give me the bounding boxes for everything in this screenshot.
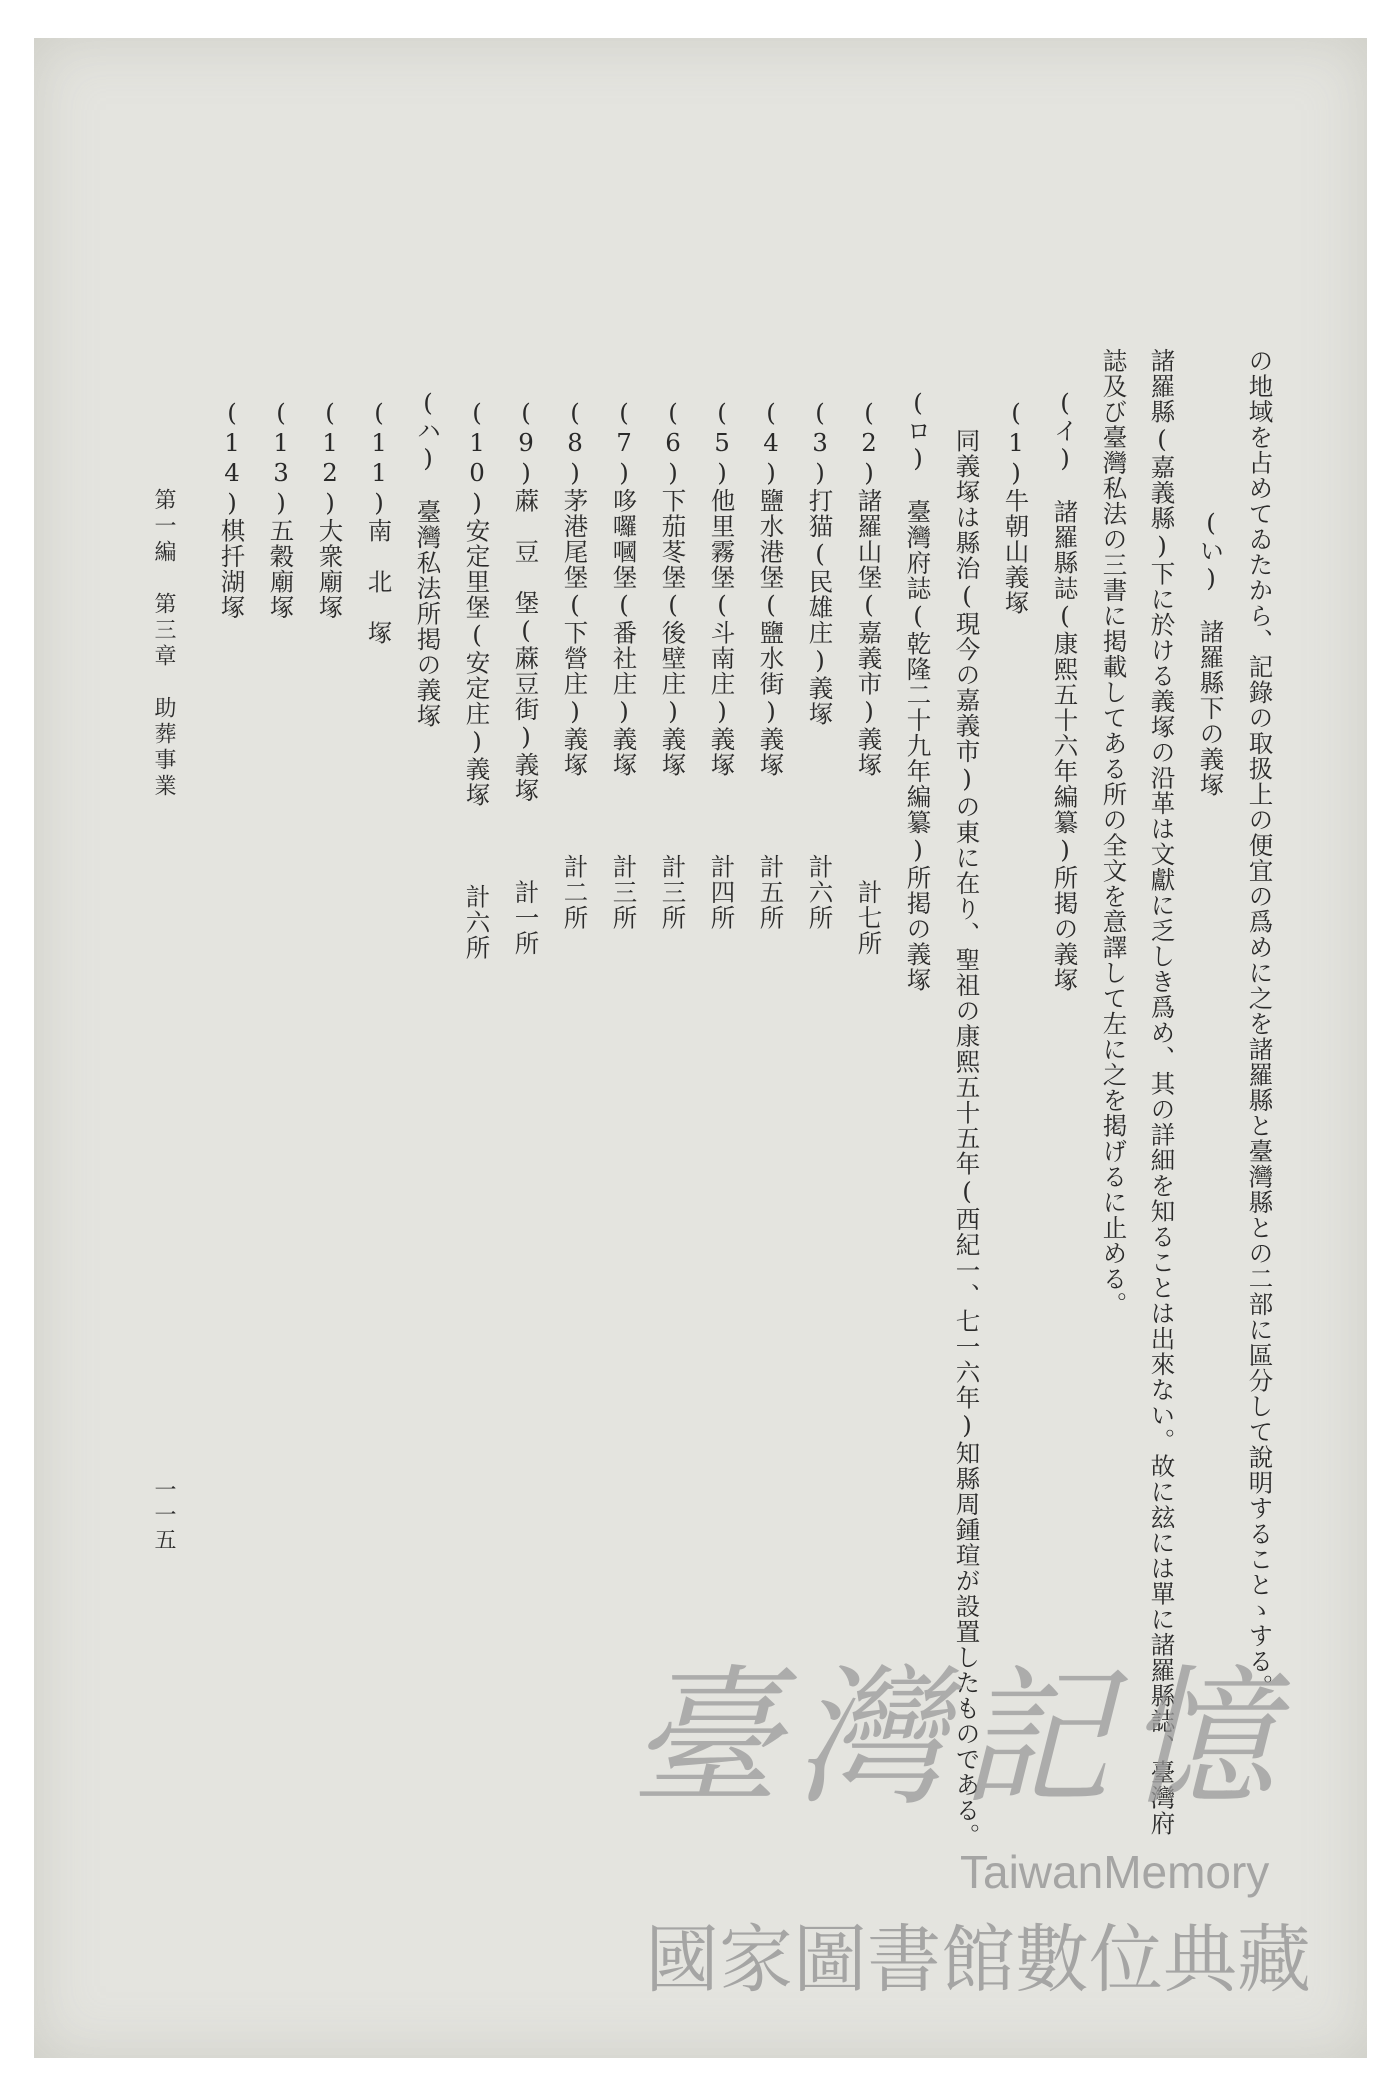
watermark-char-4: 憶 — [1125, 1652, 1276, 1826]
list-item-4: (4)鹽水港堡(鹽水街)義塚 計五所 — [756, 398, 786, 931]
watermark-char-1: 臺 — [630, 1652, 781, 1826]
list-item-14: (14)棋扦湖塚 — [217, 398, 247, 620]
list-item-3: (3)打猫(民雄庄)義塚 計六所 — [805, 398, 835, 931]
subsection-heading-a: (イ) 諸羅縣誌(康熙五十六年編纂)所掲の義塚 — [1050, 388, 1080, 993]
text-line-7: 同義塚は縣治(現今の嘉義市)の東に在り、聖祖の康熙五十五年(西紀一、七一六年)知縣周鍾瑄が設置したものである。 — [952, 428, 982, 1849]
list-item-8: (8)茅港尾堡(下營庄)義塚 計二所 — [560, 398, 590, 931]
subsection-heading-b: (ロ) 臺灣府誌(乾隆二十九年編纂)所掲の義塚 — [903, 388, 933, 993]
text-line-1: の地域を占めてゐたから、記錄の取扱上の便宜の爲めに之を諸羅縣と臺灣縣との二部に區分して說明することゝする。 — [1245, 348, 1275, 1700]
watermark-institution: 國家圖書館數位典藏 — [645, 1917, 1311, 2003]
text-line-4: 誌及び臺灣私法の三書に掲載してある所の全文を意譯して左に之を掲げるに止める。 — [1099, 348, 1129, 1317]
list-item-5: (5)他里霧堡(斗南庄)義塚 計四所 — [707, 398, 737, 931]
list-item-12: (12)大衆廟塚 — [315, 398, 345, 620]
watermark-english: TaiwanMemory — [960, 1846, 1270, 1898]
section-heading-i: (い) 諸羅縣下の義塚 — [1196, 508, 1226, 798]
page-number: 一一五 — [151, 1478, 176, 1553]
running-head: 第一編 第三章 助葬事業 — [151, 488, 176, 800]
list-item-2: (2)諸羅山堡(嘉義市)義塚 計七所 — [854, 398, 884, 956]
list-item-1: (1)牛朝山義塚 — [1001, 398, 1031, 616]
list-item-11: (11)南 北 塚 — [364, 398, 394, 646]
watermark-char-2: 灣 — [795, 1652, 946, 1826]
text-line-3: 諸羅縣(嘉義縣)下に於ける義塚の沿革は文獻に乏しき爲め、其の詳細を知ることは出來ない。故に玆には單に諸羅縣誌、臺灣府 — [1147, 348, 1177, 1836]
subsection-heading-c: (ハ) 臺灣私法所掲の義塚 — [413, 388, 443, 729]
list-item-9: (9)蔴 豆 堡(蔴豆街)義塚 計一所 — [511, 398, 541, 956]
list-item-7: (7)哆囉嘓堡(番社庄)義塚 計三所 — [609, 398, 639, 931]
list-item-10: (10)安定里堡(安定庄)義塚 計六所 — [462, 398, 492, 961]
list-item-6: (6)下茄苳堡(後壁庄)義塚 計三所 — [658, 398, 688, 931]
book-page — [34, 38, 1367, 2058]
list-item-13: (13)五穀廟塚 — [266, 398, 296, 620]
watermark-char-3: 記 — [960, 1652, 1111, 1826]
